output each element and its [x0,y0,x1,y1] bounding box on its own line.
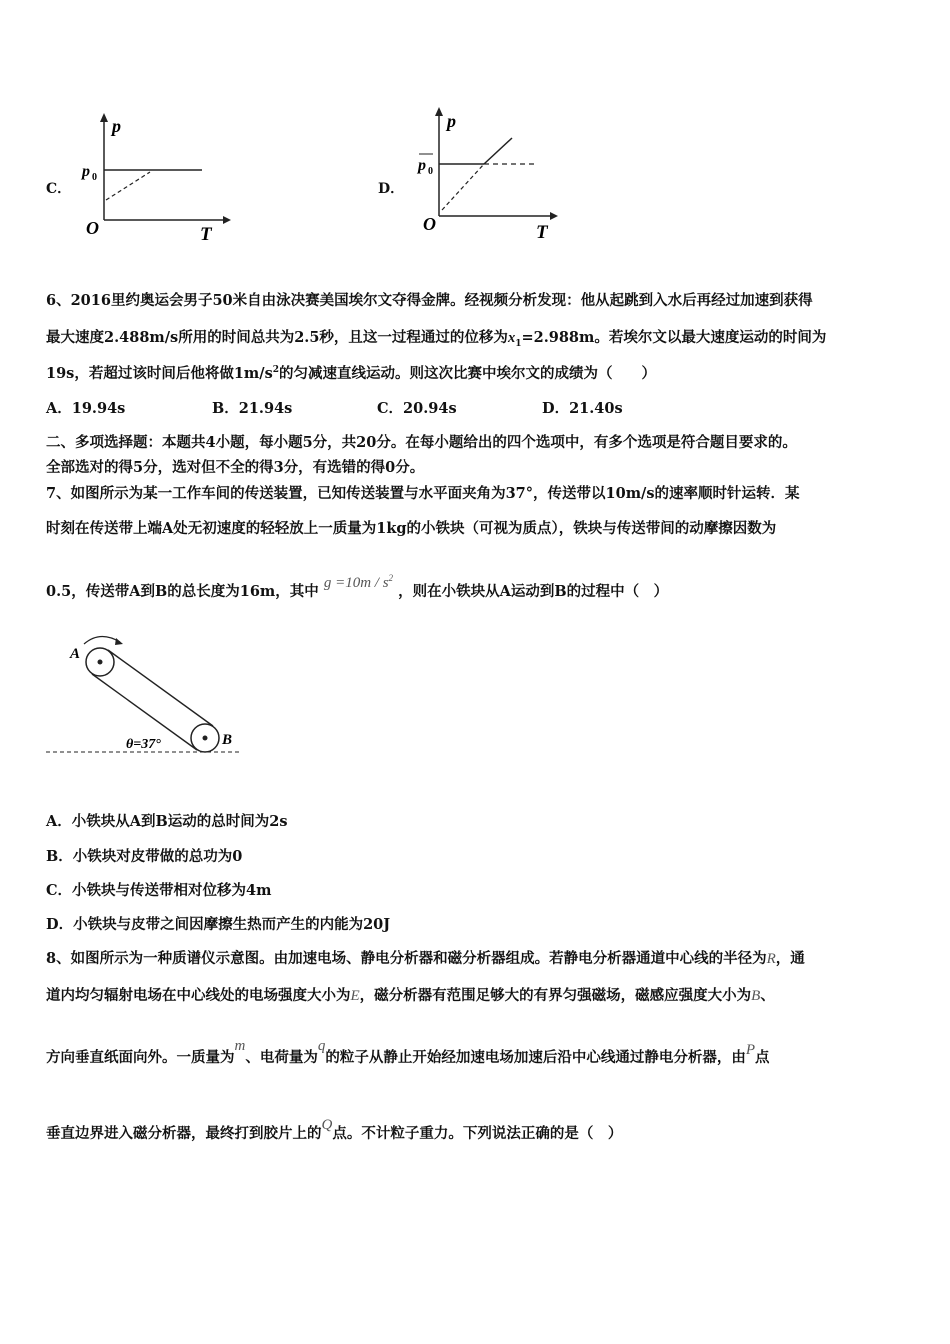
origin-label: O [86,218,99,238]
q7-option-c: C．小铁块与传送带相对位移为4m [46,882,272,899]
p0-subscript: 0 [92,172,97,183]
q6-option-a: A．19.94s [46,400,126,417]
q7-option-a: A．小铁块从A到B运动的总时间为2s [46,813,288,830]
q6-option-d: D．21.40s [542,400,623,417]
origin-label: O [423,214,436,234]
graph-c [78,108,238,243]
q6-line-2: 最大速度2.488m/s所用的时间总共为2.5秒，且这一过程通过的位移为$x_1=2.988m$。若埃尔文以最大速度运动的时间为 [46,329,827,349]
conveyor-diagram [44,628,244,756]
option-d-label: D． [378,181,405,197]
p0-subscript: 0 [428,166,433,177]
q8-line-2: 道内均匀辐射电场在中心线处的电场强度大小为E，磁分析器有范围足够大的有界匀强磁场，磁感应强度大小为B、 [46,987,775,1004]
p0-label: p [82,163,90,180]
section2-instructions-1: 二、多项选择题：本题共4小题，每小题5分，共20分。在每小题给出的四个选项中，有多个选项是符合题目要求的。 [46,434,797,451]
q8-line-4: 垂直边界进入磁分析器，最终打到胶片上的Q点。不计粒子重力。下列说法正确的是（ ） [46,1117,623,1142]
q7-option-d: D．小铁块与皮带之间因摩擦生热而产生的内能为20J [46,916,391,933]
axis-t-label: T [536,222,548,242]
graph-d [412,100,572,242]
angle-label: θ=37° [126,737,161,752]
q6-option-c: C．20.94s [377,400,457,417]
q7-line-1: 7、如图所示为某一工作车间的传送装置，已知传送装置与水平面夹角为37°，传送带以10m/s的速率顺时针运转．某 [46,485,800,502]
q8-line-3: 方向垂直纸面向外。一质量为m、电荷量为q的粒子从静止开始经加速电场加速后沿中心线通过静电分析器，由P点 [46,1038,770,1066]
q6-line-3: 19s，若超过该时间后他将做$1m/s^2$的匀减速直线运动。则这次比赛中埃尔文的成绩为（ ） [46,365,656,382]
point-a-label: A [70,646,81,662]
q7-line-2: 时刻在传送带上端A处无初速度的轻轻放上一质量为1kg的小铁块（可视为质点），铁块与传送带间的动摩擦因数为 [46,520,777,537]
q7-option-b: B．小铁块对皮带做的总功为0 [46,848,243,865]
q6-option-b: B．21.94s [212,400,293,417]
option-c-label: C． [46,181,72,197]
q7-line-3: 0.5，传送带A到B的总长度为16m，其中 $g =10m / s^2$ ，则在小铁块从A运动到B的过程中（ ） [46,573,669,600]
p0-label: p [418,157,426,174]
q6-line-1: 6、2016里约奥运会男子50米自由泳决赛美国埃尔文夺得金牌。经视频分析发现：他从起跳到入水后再经过加速到获得 [46,292,813,309]
axis-p-label: p [112,116,121,136]
q8-line-1: 8、如图所示为一种质谱仪示意图。由加速电场、静电分析器和磁分析器组成。若静电分析器通道中心线的半径为R，通 [46,950,805,967]
section2-instructions-2: 全部选对的得5分，选对但不全的得3分，有选错的得0分。 [46,459,425,476]
axis-p-label: p [447,111,456,131]
point-b-label: B [222,732,233,748]
gravity-formula: $g =10m / s^2$ [323,573,394,591]
axis-t-label: T [200,224,212,243]
